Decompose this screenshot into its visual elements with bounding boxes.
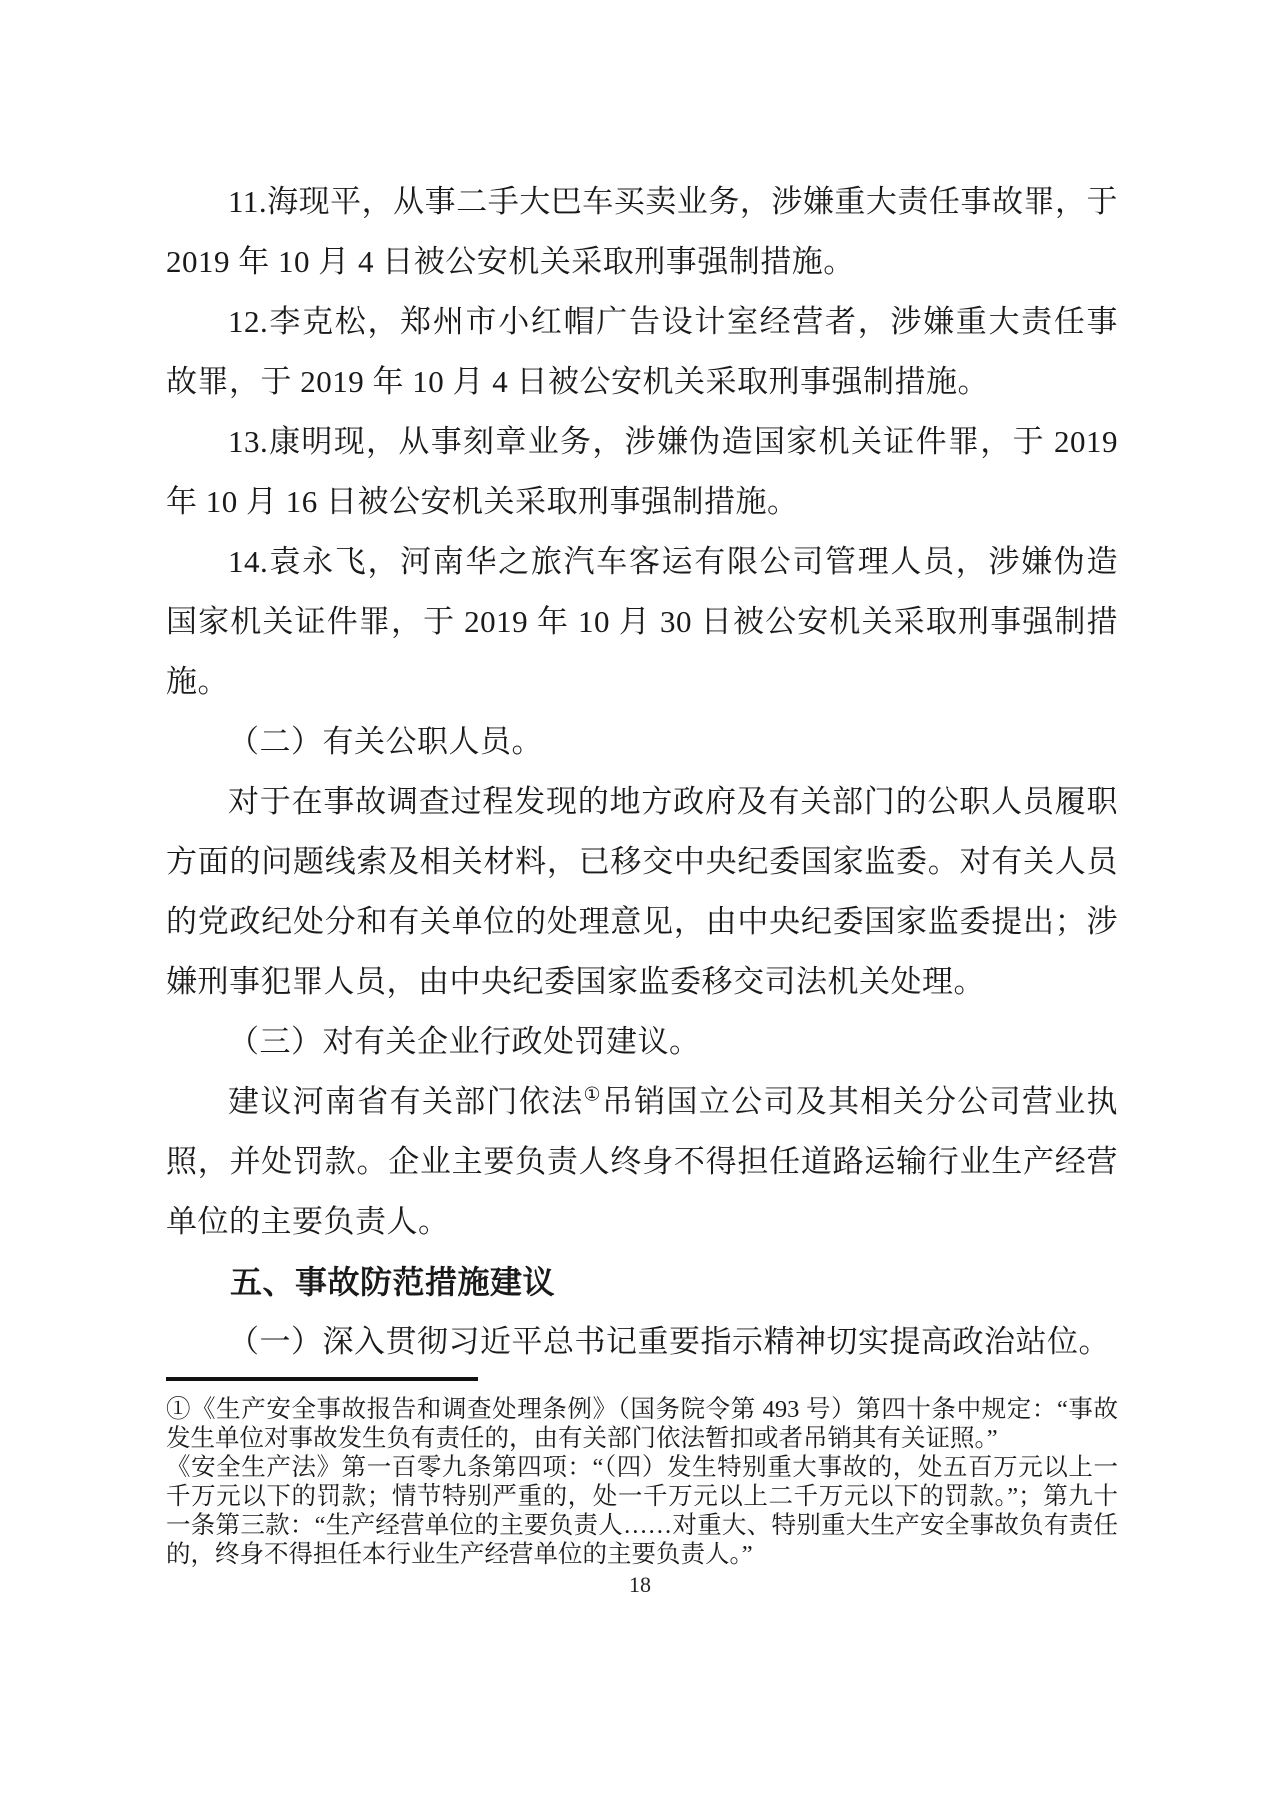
numbered-item-14: 14.袁永飞，河南华之旅汽车客运有限公司管理人员，涉嫌伪造国家机关证件罪，于 2019 年 10 月 30 日被公安机关采取刑事强制措施。 <box>166 544 1118 699</box>
numbered-item-11: 11.海现平，从事二手大巴车买卖业务，涉嫌重大责任事故罪，于 2019 年 10 月 4 日被公安机关采取刑事强制措施。 <box>166 184 1118 279</box>
footnote-separator-line <box>166 1377 478 1381</box>
section-5-item-1: （一）深入贯彻习近平总书记重要指示精神切实提高政治站位。 <box>228 1324 1110 1359</box>
penalty-text-after-ref: 吊销国立公司及其相关分公司营业执照，并处罚款。企业主要负责人终身不得担任道路运输行业生产经营单位的主要负责人。 <box>166 1084 1119 1239</box>
section-5-heading: 五、事故防范措施建议 <box>230 1264 556 1300</box>
penalty-text-before-ref: 建议河南省有关部门依法 <box>228 1084 584 1119</box>
footnote-block <box>166 1377 1118 1569</box>
numbered-item-12: 12.李克松，郑州市小红帽广告设计室经营者，涉嫌重大责任事故罪，于 2019 年 10 月 4 日被公安机关采取刑事强制措施。 <box>166 304 1118 399</box>
officials-paragraph: 对于在事故调查过程发现的地方政府及有关部门的公职人员履职方面的问题线索及相关材料，已移交中央纪委国家监委。对有关人员的党政纪处分和有关单位的处理意见，由中央纪委国家监委提出；涉嫌刑事犯罪人员，由中央纪委国家监委移交司法机关处理。 <box>166 784 1118 999</box>
footnote-reference-mark: ① <box>583 1084 602 1106</box>
subsection-heading-penalty: （三）对有关企业行政处罚建议。 <box>228 1024 701 1059</box>
numbered-item-13: 13.康明现，从事刻章业务，涉嫌伪造国家机关证件罪，于 2019 年 10 月 16 日被公安机关采取刑事强制措施。 <box>166 424 1118 519</box>
footnote-paragraph-1: ①《生产安全事故报告和调查处理条例》（国务院令第 493 号）第四十条中规定：“事故发生单位对事故发生负有责任的，由有关部门依法暂扣或者吊销其有关证照。” <box>166 1396 1118 1452</box>
page-number: 18 <box>629 1572 651 1597</box>
footnote-paragraph-2: 《安全生产法》第一百零九条第四项：“（四）发生特别重大事故的，处五百万元以上一千万元以下的罚款；情节特别严重的，处一千万元以上二千万元以下的罚款。”；第九十一条第三款：“生产经营单位的主要负责人……对重大、特别重大生产安全事故负有责任的，终身不得担任本行业生产经营单位的主要负责人。” <box>166 1454 1118 1568</box>
subsection-heading-officials: （二）有关公职人员。 <box>228 724 543 759</box>
report-body <box>166 172 1118 1372</box>
penalty-recommendation-paragraph <box>166 1072 1118 1252</box>
